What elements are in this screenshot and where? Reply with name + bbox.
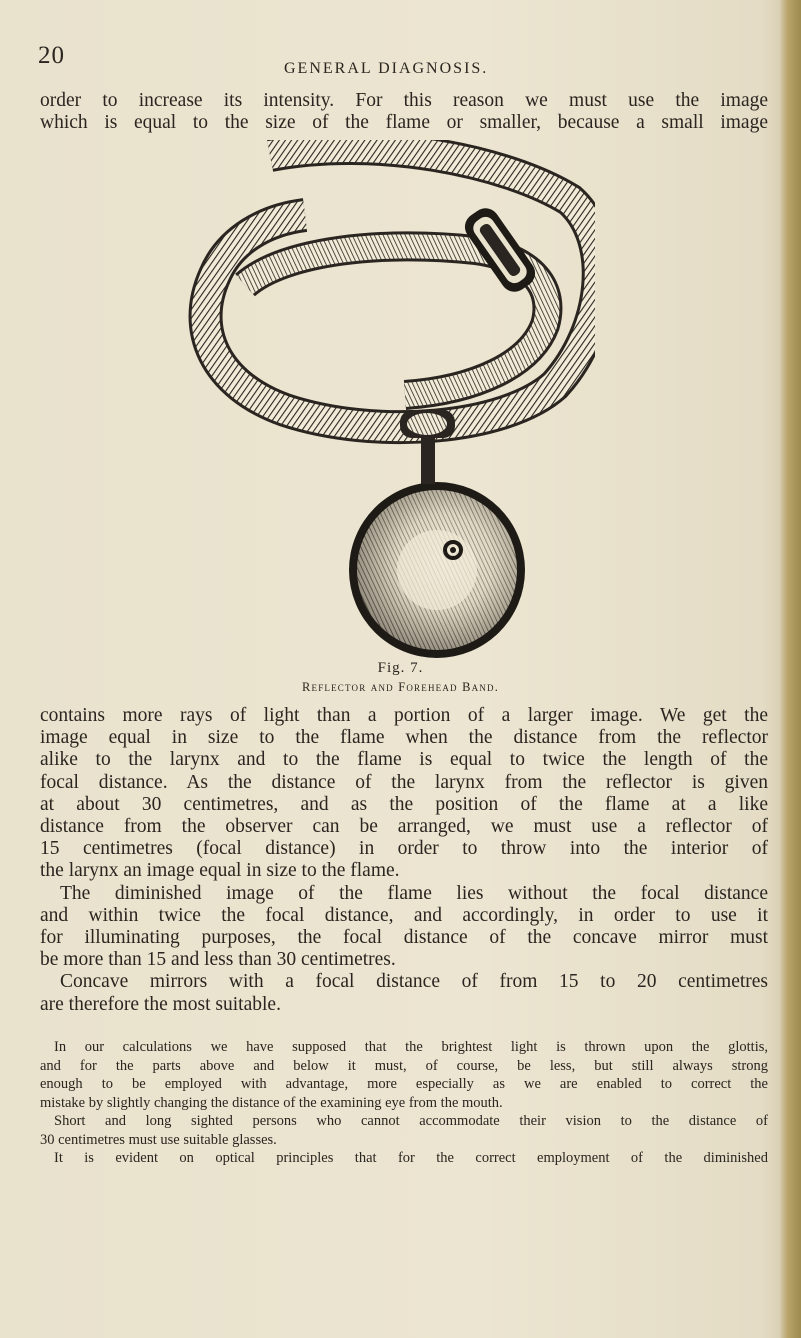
text-line: be more than 15 and less than 30 centimetres. <box>40 949 396 971</box>
figure-caption: Reflector and Forehead Band. <box>301 680 500 694</box>
text-line: which is equal to the size of the flame or smaller, because a small image <box>40 112 768 133</box>
text-line: order to increase its intensity. For this reason we must use the image <box>40 90 768 111</box>
top-paragraph <box>40 90 768 134</box>
text-line: mistake by slightly changing the distance of the examining eye from the mouth. <box>40 1094 503 1111</box>
text-line: Short and long sighted persons who cannot accommodate their vision to the distance of <box>54 1113 768 1129</box>
text-line: 30 centimetres must use suitable glasses. <box>40 1131 277 1148</box>
text-line: enough to be employed with advantage, more especially as we are enabled to correct the <box>40 1076 768 1092</box>
reflector-illustration <box>175 140 595 660</box>
text-line: The diminished image of the flame lies without the focal distance <box>60 882 768 904</box>
text-line: focal distance. As the distance of the larynx from the reflector is given <box>40 771 768 793</box>
figure-label: Fig. 7. <box>377 660 424 676</box>
text-line: for illuminating purposes, the focal distance of the concave mirror must <box>40 927 768 949</box>
text-line: and for the parts above and below it must, of course, be less, but still always strong <box>40 1057 768 1074</box>
text-line: alike to the larynx and to the flame is equal to twice the length of the <box>40 749 768 771</box>
text-line: the larynx an image equal in size to the flame. <box>40 860 400 882</box>
text-line: Concave mirrors with a focal distance of from 15 to 20 centimetres <box>60 971 768 993</box>
text-line: and within twice the focal distance, and accordingly, in order to use it <box>40 904 768 926</box>
text-line: contains more rays of light than a portion of a larger image. We get the <box>40 705 768 726</box>
text-line: In our calculations we have supposed that the brightest light is thrown upon the glottis, <box>54 1039 768 1055</box>
text-line: It is evident on optical principles that for the correct employment of the diminished <box>54 1150 768 1166</box>
text-line: are therefore the most suitable. <box>40 993 281 1015</box>
main-paragraphs <box>40 705 768 1016</box>
small-print-notes <box>40 1038 768 1168</box>
page-number: 20 <box>38 42 65 69</box>
text-line: at about 30 centimetres, and as the position of the flame at a like <box>40 793 768 815</box>
text-line: 15 centimetres (focal distance) in order to throw into the interior of <box>40 838 768 860</box>
running-head: GENERAL DIAGNOSIS. <box>284 60 489 77</box>
text-line: distance from the observer can be arranged, we must use a reflector of <box>40 816 768 838</box>
text-line: image equal in size to the flame when the distance from the reflector <box>40 727 768 749</box>
